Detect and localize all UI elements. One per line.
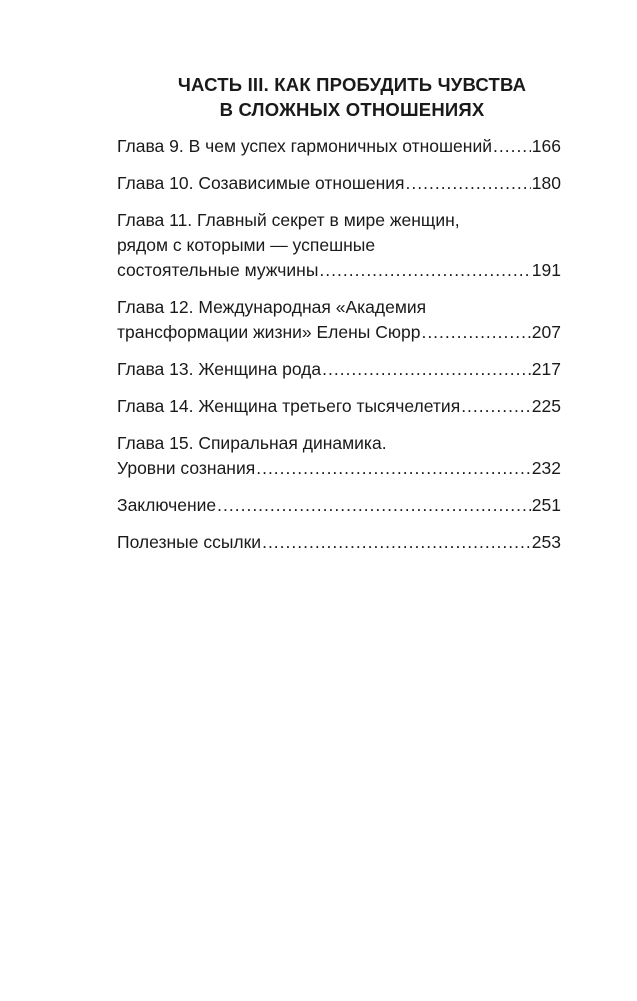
toc-entry-last-line: [117, 394, 561, 419]
toc-entry-last-line: [117, 320, 561, 345]
dot-leader: [406, 171, 531, 196]
dot-leader: [421, 320, 530, 345]
dot-leader: [461, 394, 531, 419]
toc-entry-title: трансформации жизни» Елены Сюрр: [117, 322, 421, 342]
toc-entry-page-number: 225: [531, 396, 561, 416]
toc-entry-title: Глава 10. Созависимые отношения: [117, 173, 405, 193]
toc-entry-last-line: [117, 171, 561, 196]
toc-entry: [117, 357, 561, 382]
toc-entry-title: Глава 13. Женщина рода: [117, 359, 322, 379]
toc-entry: [117, 431, 561, 481]
dot-leader: [322, 357, 531, 382]
toc-entry-title: Глава 9. В чем успех гармоничных отношений: [117, 136, 492, 156]
toc-entry-page-number: 253: [531, 532, 561, 552]
toc-entry: [117, 493, 561, 518]
dot-leader: [256, 456, 531, 481]
toc-entry-page-number: 251: [531, 495, 561, 515]
toc-entry-title: Полезные ссылки: [117, 532, 262, 552]
toc-entry-page-number: 166: [531, 136, 561, 156]
dot-leader: [262, 530, 531, 555]
part-title-line-2: В СЛОЖНЫХ ОТНОШЕНИЯХ: [219, 99, 485, 120]
part-title-line-1: ЧАСТЬ III. КАК ПРОБУДИТЬ ЧУВСТВА: [177, 74, 527, 95]
toc-entry-title: Заключение: [117, 495, 217, 515]
toc-entry-title-line: Глава 11. Главный секрет в мире женщин,: [117, 210, 460, 230]
dot-leader: [217, 493, 531, 518]
toc-entry: [117, 208, 561, 283]
toc-entry-title: Глава 14. Женщина третьего тысячелетия: [117, 396, 461, 416]
toc-entry-page-number: 191: [531, 260, 561, 280]
toc-entry: [117, 134, 561, 159]
toc-entry: [117, 171, 561, 196]
toc-entry-title: Уровни сознания: [117, 458, 256, 478]
part-title: [117, 72, 561, 122]
toc-entry-page-number: 217: [531, 359, 561, 379]
toc-entry-page-number: 232: [531, 458, 561, 478]
dot-leader: [493, 134, 531, 159]
toc-entry: [117, 394, 561, 419]
toc-entry: [117, 530, 561, 555]
toc-entry-last-line: [117, 530, 561, 555]
toc-entry-page-number: 207: [531, 322, 561, 342]
toc-entry: [117, 295, 561, 345]
table-of-contents: [117, 134, 561, 555]
dot-leader: [319, 258, 530, 283]
toc-entry-title: состоятельные мужчины: [117, 260, 319, 280]
toc-entry-title-line: Глава 12. Международная «Академия: [117, 297, 427, 317]
toc-entry-last-line: [117, 456, 561, 481]
toc-entry-last-line: [117, 357, 561, 382]
toc-entry-page-number: 180: [531, 173, 561, 193]
toc-entry-last-line: [117, 134, 561, 159]
toc-page: [117, 72, 561, 567]
toc-entry-last-line: [117, 258, 561, 283]
toc-entry-title-line: рядом с которыми — успешные: [117, 235, 376, 255]
toc-entry-last-line: [117, 493, 561, 518]
toc-entry-title-line: Глава 15. Спиральная динамика.: [117, 433, 387, 453]
